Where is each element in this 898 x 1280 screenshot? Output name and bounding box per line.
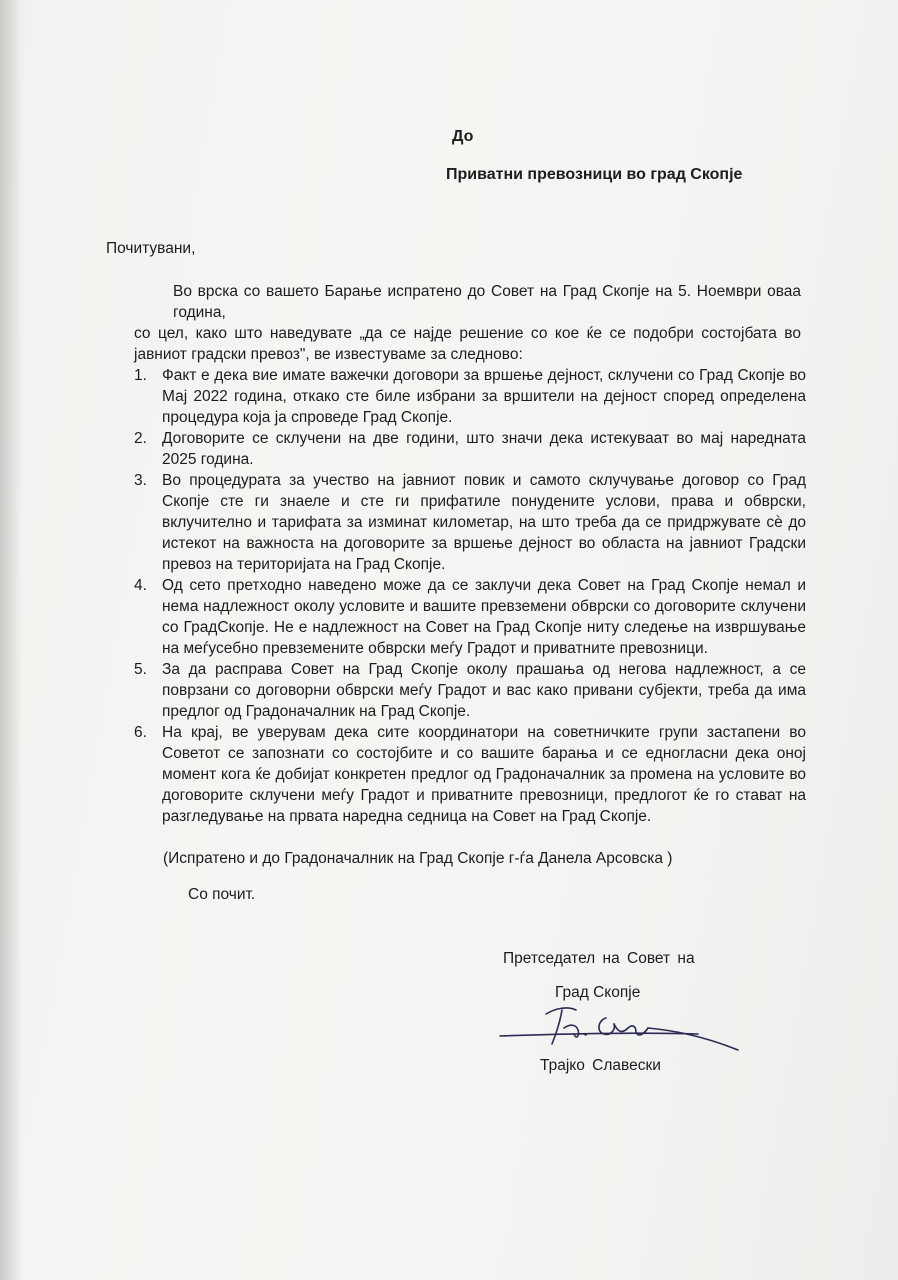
list-item	[134, 575, 806, 659]
list-item-text: Факт е дека вие имате важечки договори за вршење дејност, склучени со Град Скопје во Мај 2022 година, откако сте биле избрани за вршители на дејност според определена процедура која ја спроведе Град Скопје.	[162, 367, 806, 426]
list-item-text: За да расправа Совет на Град Скопје околу прашања од негова надлежност, а се поврзани со договорни обврски меѓу Градот и вас како привани субјекти, треба да има предлог од Градоначалник на Град Скопје.	[162, 661, 806, 720]
closing-line: Со почит.	[188, 886, 256, 903]
signatory-title-line-1: Претседател на Совет на	[503, 950, 695, 967]
list-item	[134, 428, 806, 470]
list-item-text: Од сето претходно наведено може да се заклучи дека Совет на Град Скопје немал и нема надлежност околу условите и вашите превземени обврски со договорите склучени со ГрадСкопје. Не е надлежност на Совет на Град Скопје ниту следење на извршување на меѓусебно превземените обврски меѓу Градот и приватните превозници.	[162, 577, 806, 657]
intro-rest: со цел, како што наведувате „да се најде решение со кое ќе се подобри состојбата во јавниот градски превоз", ве известуваме за следново:	[134, 325, 801, 363]
signatory-name: Трајко Славески	[540, 1057, 661, 1074]
list-item-text: Договорите се склучени на две години, што значи дека истекуваат во мај наредната 2025 година.	[162, 430, 806, 468]
page-shadow	[0, 0, 22, 1280]
list-item-text: На крај, ве уверувам дека сите координатори на советничките групи застапени во Советот се запознати со состојбите и со вашите барања и се едногласни дека оној момент кога ќе добијат конкретен предлог од Градоначалник за промена на условите во договорите склучени меѓу Градот и приватните превозници, предлогот ќе го стават на разгледување на првата наредна седница на Совет на Град Скопје.	[162, 724, 806, 825]
cc-note: (Испратено и до Градоначалник на Град Скопје г-ѓа Данела Арсовска )	[163, 850, 673, 867]
list-item	[134, 722, 806, 827]
numbered-list	[134, 365, 806, 827]
list-item	[134, 365, 806, 428]
list-item	[134, 659, 806, 722]
list-item-number: 2.	[134, 430, 147, 447]
recipient-line: Приватни превозници во град Скопје	[446, 166, 743, 183]
salutation: Почитувани,	[106, 240, 196, 257]
list-item-number: 3.	[134, 472, 147, 489]
list-item-text: Во процедурата за учество на јавниот повик и самото склучување договор со Град Скопје сте ги знаеле и сте ги прифатиле понудените услови, права и обврски, вклучително и тарифата за изминат километар, на што треба да се придржувате сѐ до истекот на важноста на договорите за вршење дејност во областа на јавниот Градски превоз на територијата на Град Скопје.	[162, 472, 806, 573]
list-item-number: 6.	[134, 724, 147, 741]
list-item	[134, 470, 806, 575]
list-item-number: 5.	[134, 661, 147, 678]
list-item-number: 4.	[134, 577, 147, 594]
intro-first-line: Во врска со вашето Барање испратено до Совет на Град Скопје на 5. Ноември оваа година,	[173, 283, 801, 321]
intro-paragraph	[134, 281, 801, 365]
addressee-label: До	[452, 128, 474, 145]
list-item-number: 1.	[134, 367, 147, 384]
signatory-title-line-2: Град Скопје	[555, 984, 641, 1001]
